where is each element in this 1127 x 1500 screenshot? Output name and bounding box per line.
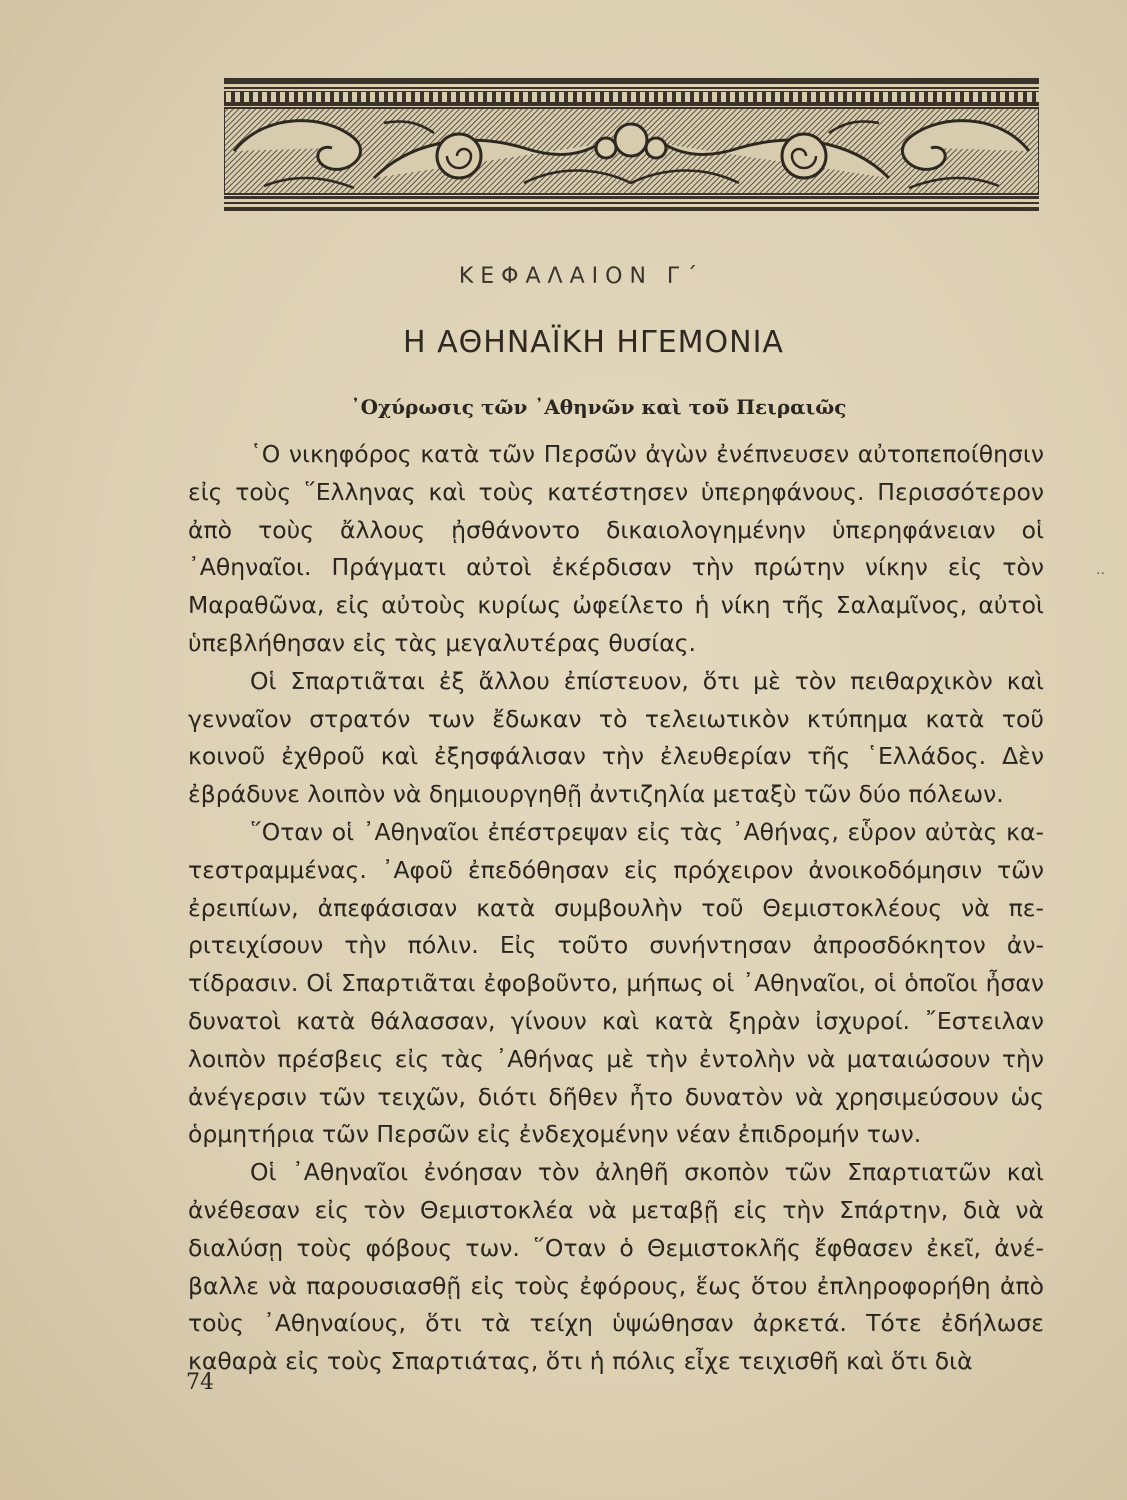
decorative-meander-header (224, 78, 1039, 212)
page-number: 74 (186, 1370, 214, 1395)
paragraph: Οἱ ᾿Αθηναῖοι ἐνόησαν τὸν ἀληθῆ σκοπὸν τῶν Σπαρτιατῶν καὶ ἀνέθεσαν εἰς τὸν Θεμιστοκλέα νὰ μεταβῇ εἰς τὴν Σπάρτην, διὰ νὰ διαλύσῃ τοὺς φόβους των. ῞Οταν ὁ Θεμιστοκλῆς ἔφθασεν ἐκεῖ, ἀνέβαλλε νὰ παρουσιασθῇ εἰς τοὺς ἐφόρους, ἕως ὅτου ἐπληροφορήθη ἀπὸ τοὺς ᾿Αθηναίους, ὅτι τὰ τείχη ὑψώθησαν ἀρκετά. Τότε ἐδήλωσε καθαρὰ εἰς τοὺς Σπαρτιάτας, ὅτι ἡ πόλις εἶχε τειχισθῆ καὶ ὅτι διὰ (188, 1158, 1044, 1376)
section-heading: ᾿Οχύρωσις τῶν ᾿Αθηνῶν καὶ τοῦ Πειραιῶς (350, 395, 847, 419)
body-text (188, 436, 1044, 1381)
paragraph: Οἱ Σπαρτιᾶται ἐξ ἄλλου ἐπίστευον, ὅτι μὲ τὸν πειθαρχικὸν καὶ γενναῖον στρατόν των ἔδωκαν τὸ τελειωτικὸν κτύπημα κατὰ τοῦ κοινοῦ ἐχθροῦ καὶ ἐξησφάλισαν τὴν ἐλευθερίαν τῆς ῾Ελλάδος. Δὲν ἐβράδυνε λοιπὸν νὰ δημιουργηθῇ ἀντιζηλία μεταξὺ τῶν δύο πόλεων. (188, 666, 1044, 809)
chapter-title: Η ΑΘΗΝΑΪΚΗ ΗΓΕΜΟΝΙΑ (403, 325, 784, 360)
paragraph: ῞Οταν οἱ ᾿Αθηναῖοι ἐπέστρεψαν εἰς τὰς ᾿Αθήνας, εὗρον αὐτὰς κατεστραμμένας. ᾿Αφοῦ ἐπεδόθησαν εἰς πρόχειρον ἀνοικοδόμησιν τῶν ἐρειπίων, ἀπεφάσισαν κατὰ συμβουλὴν τοῦ Θεμιστοκλέους νὰ περιτειχίσουν τὴν πόλιν. Εἰς τοῦτο συνήντησαν ἀπροσδόκητον ἀντίδρασιν. Οἱ Σπαρτιᾶται ἐφοβοῦντο, μήπως οἱ ᾿Αθηναῖοι, οἱ ὁποῖοι ἦσαν δυνατοὶ κατὰ θάλασσαν, γίνουν καὶ κατὰ ξηρὰν ἰσχυροί. ῎Εστειλαν λοιπὸν πρέσβεις εἰς τὰς ᾿Αθήνας μὲ τὴν ἐντολὴν νὰ ματαιώσουν τὴν ἀνέγερσιν τῶν τειχῶν, διότι δῆθεν ἦτο δυνατὸν νὰ χρησιμεύσουν ὡς ὁρμητήρια τῶν Περσῶν εἰς ἐνδεχομένην νέαν ἐπιδρομήν των. (188, 817, 1044, 1149)
margin-mark: .. (1096, 562, 1105, 578)
paragraph: ῾Ο νικηφόρος κατὰ τῶν Περσῶν ἀγὼν ἐνέπνευσεν αὐτοπεποίθησιν εἰς τοὺς ῞Ελληνας καὶ τοὺς κατέστησεν ὑπερηφάνους. Περισσότερον ἀπὸ τοὺς ἄλλους ᾐσθάνοντο δικαιολογημένην ὑπερηφάνειαν οἱ ᾿Αθηναῖοι. Πράγματι αὐτοὶ ἐκέρδισαν τὴν πρώτην νίκην εἰς τὸν Μαραθῶνα, εἰς αὐτοὺς κυρίως ὠφείλετο ἡ νίκη τῆς Σαλαμῖνος, αὐτοὶ ὑπεβλήθησαν εἰς τὰς μεγαλυτέρας θυσίας. (188, 440, 1044, 657)
chapter-label: ΚΕΦΑΛΑΙΟΝ Γ΄ (458, 264, 705, 289)
